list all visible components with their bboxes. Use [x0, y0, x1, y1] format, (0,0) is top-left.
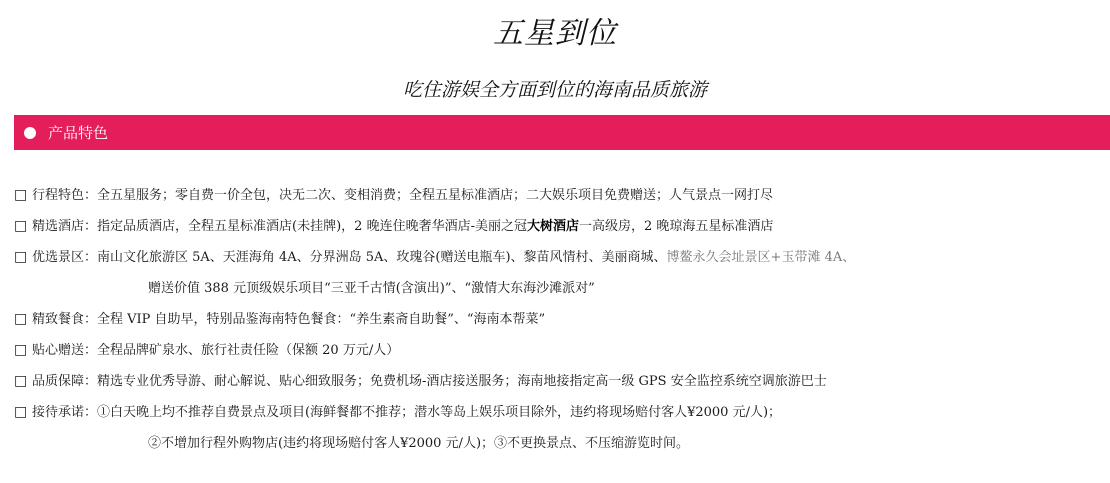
hotel-text-before: 指定品质酒店，全程五星标准酒店(未挂牌)，2 晚连住晚奢华酒店-美丽之冠: [97, 219, 527, 234]
feature-text: [97, 242, 855, 273]
hotel-name-bold: 大树酒店: [526, 219, 579, 234]
scenic-text-main: 南山文化旅游区 5A、天涯海角 4A、分界洲岛 5A、玫瑰谷(赠送电瓶车)、黎苗风情村、美丽商城、: [97, 250, 667, 265]
checkbox-icon: □: [14, 218, 28, 234]
scenic-text-muted: 博鳌永久会址景区+玉带滩 4A、: [666, 250, 856, 265]
feature-promise: [14, 397, 1104, 428]
feature-list: [14, 180, 1104, 459]
checkbox-icon: □: [14, 373, 28, 389]
section-header-product-features: [14, 115, 1110, 150]
feature-quality: [14, 366, 1104, 397]
feature-text: 全程 VIP 自助早，特别品鉴海南特色餐食：“养生素斋自助餐”、“海南本帮菜”: [97, 312, 546, 327]
feature-text: ①白天晚上均不推荐自费景点及项目(海鲜餐都不推荐；潜水等岛上娱乐项目除外，违约将现场赔付客人¥2000 元/人)；: [97, 405, 782, 420]
feature-itinerary: [14, 180, 1104, 211]
feature-text: 全五星服务；零自费一价全包，决无二次、变相消费；全程五星标准酒店；二大娱乐项目免费赠送；人气景点一网打尽: [97, 188, 774, 203]
checkbox-icon: □: [14, 249, 28, 265]
feature-scenic-continued: 赠送价值 388 元顶级娱乐项目“三亚千古情(含演出)”、“激情大东海沙滩派对”: [148, 281, 595, 296]
feature-label: 接待承诺：: [32, 405, 98, 420]
feature-text: [97, 211, 773, 242]
checkbox-icon: □: [14, 187, 28, 203]
feature-label: 贴心赠送：: [32, 343, 98, 358]
section-title: 产品特色: [48, 124, 109, 142]
feature-label: 品质保障：: [32, 374, 98, 389]
hotel-text-after: 一高级房，2 晚琼海五星标准酒店: [578, 219, 774, 234]
feature-label: 精选酒店：: [32, 219, 98, 234]
feature-scenic: [14, 242, 1104, 273]
checkbox-icon: □: [14, 342, 28, 358]
feature-meals: [14, 304, 1104, 335]
feature-hotel: [14, 211, 1104, 242]
feature-label: 优选景区：: [32, 250, 98, 265]
feature-text: 精选专业优秀导游、耐心解说、贴心细致服务；免费机场-酒店接送服务；海南地接指定高一级 GPS 安全监控系统空调旅游巴士: [97, 374, 827, 389]
feature-label: 行程特色：: [32, 188, 98, 203]
bullet-dot-icon: [24, 127, 36, 139]
feature-text: 全程品牌矿泉水、旅行社责任险（保额 20 万元/人）: [97, 343, 400, 358]
feature-label: 精致餐食：: [32, 312, 98, 327]
checkbox-icon: □: [14, 404, 28, 420]
feature-gifts: [14, 335, 1104, 366]
feature-promise-continued: ②不增加行程外购物店(违约将现场赔付客人¥2000 元/人)；③不更换景点、不压缩游览时间。: [148, 436, 690, 451]
checkbox-icon: □: [14, 311, 28, 327]
page-subtitle: 吃住游娱全方面到位的海南品质旅游: [402, 79, 707, 101]
page-title: 五星到位: [493, 16, 617, 51]
